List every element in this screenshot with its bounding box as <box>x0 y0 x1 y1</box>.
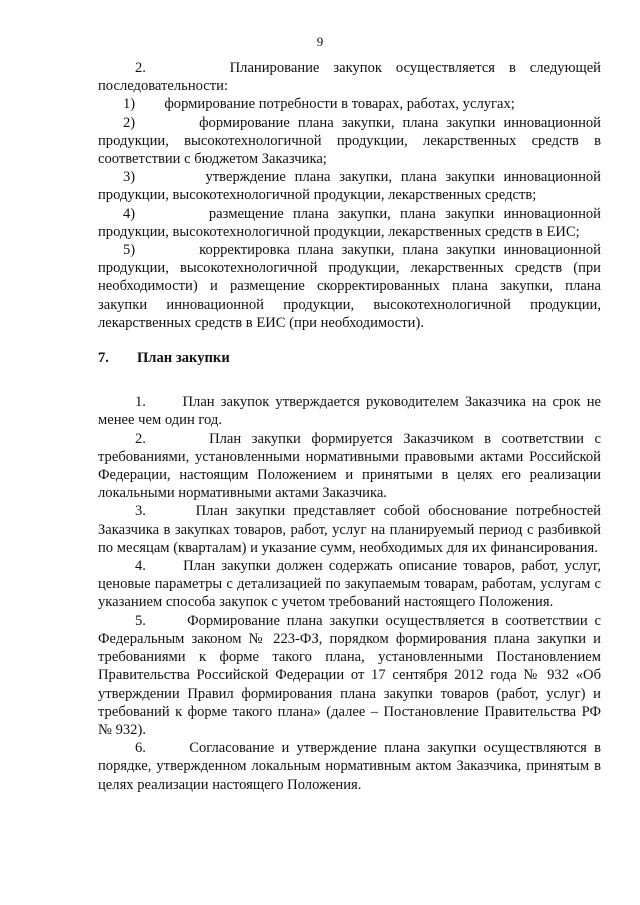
list-item-4: 4) размещение плана закупки, плана закупки инновационной продукции, высокотехнологичной продукции, лекарственных средств в ЕИС; <box>98 205 601 240</box>
paragraph-planning-sequence: 2. Планирование закупок осуществляется в следующей последовательности: <box>98 60 601 95</box>
section7-paragraph-5: 5. Формирование плана закупки осуществляется в соответствии с Федеральным законом № 223-ФЗ, порядком формирования плана закупки и требованиями к форме такого плана, установленными Постановлением Правительства Российской Федерации от 17 сентября 2012 года № 932 «Об утверждении Правил формирования плана закупки товаров (работ, услуг) и требований к форме такого плана» (далее – Постановление Правительства РФ № 932). <box>98 612 601 738</box>
section-heading <box>98 349 601 367</box>
section7-paragraph-3: 3. План закупки представляет собой обоснование потребностей Заказчика в закупках товаров, работ, услуг на планируемый период с разбивкой по месяцам (кварталам) и указание сумм, необходимых для их финансирования. <box>98 503 601 556</box>
section7-paragraph-6: 6. Согласование и утверждение плана закупки осуществляются в порядке, утвержденном локальным нормативным актом Заказчика, принятым в целях реализации настоящего Положения. <box>98 740 601 793</box>
document-body <box>98 59 601 794</box>
list-item-5: 5) корректировка плана закупки, плана закупки инновационной продукции, высокотехнологичной продукции, лекарственных средств (при необходимости) и размещение скорректированных плана закупки, плана закупки инновационной продукции, высокотехнологичной продукции, лекарственных средств в ЕИС (при необходимости). <box>98 242 601 331</box>
section-number: 7. <box>98 350 109 367</box>
section7-paragraph-1: 1. План закупок утверждается руководителем Заказчика на срок не менее чем один год. <box>98 394 601 429</box>
section7-paragraph-4: 4. План закупки должен содержать описание товаров, работ, услуг, ценовые параметры с детализацией по закупаемым товарам, работам, услугам с указанием способа закупок с учетом требований настоящего Положения. <box>98 558 601 611</box>
list-item-1: 1) формирование потребности в товарах, работах, услугах; <box>123 96 515 113</box>
section7-paragraph-2: 2. План закупки формируется Заказчиком в соответствии с требованиями, установленными нормативными правовыми актами Российской Федерации, настоящим Положением и принятыми в целях его реализации локальными нормативными актами Заказчика. <box>98 430 601 502</box>
list-item-3: 3) утверждение плана закупки, плана закупки инновационной продукции, высокотехнологичной продукции, лекарственных средств; <box>98 169 601 204</box>
list-item-2: 2) формирование плана закупки, плана закупки инновационной продукции, высокотехнологичной продукции, лекарственных средств в соответствии с бюджетом Заказчика; <box>98 114 601 168</box>
section-title: План закупки <box>136 350 230 367</box>
page-number: 9 <box>316 34 324 49</box>
